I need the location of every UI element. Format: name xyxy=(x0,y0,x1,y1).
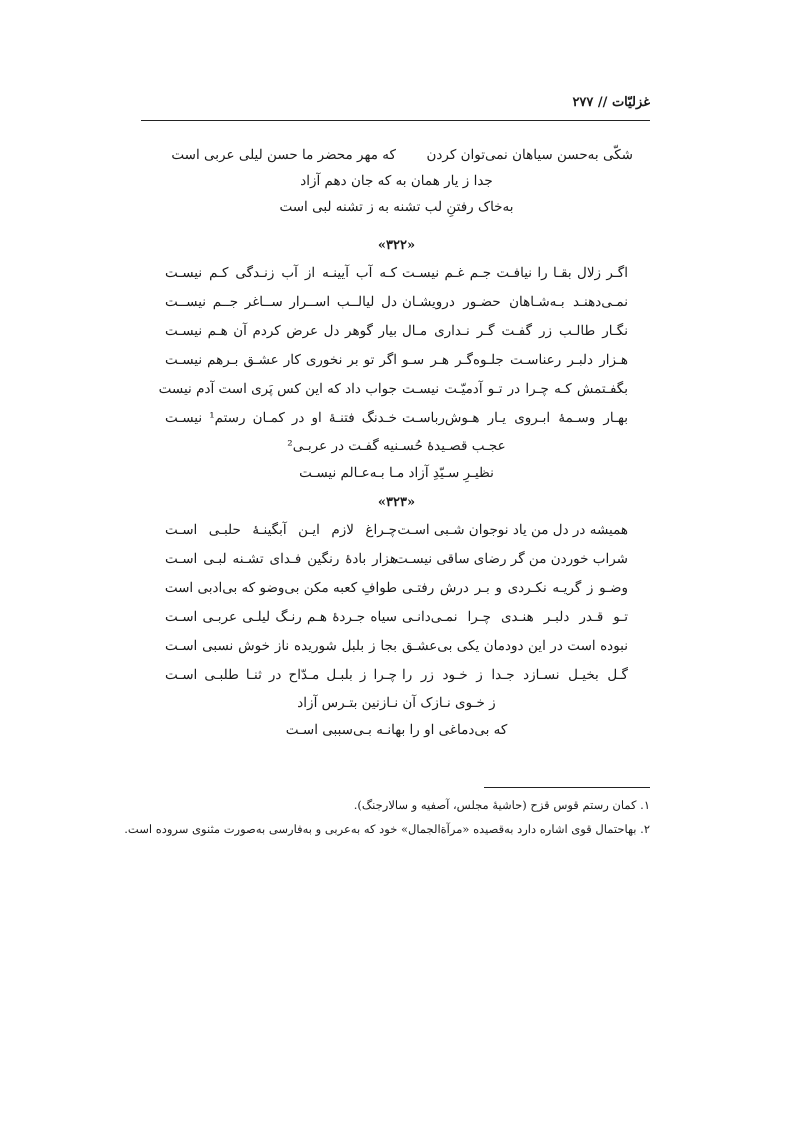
intro-line xyxy=(171,147,633,163)
poem-322-closing-line-1: عجـب قصـیدهٔ حُسـنیه گفـت در عربـی² xyxy=(287,438,506,454)
poem-322-couplet-6-right: بهـار وسـمهٔ ابـروی یـار هـوش‌رباسـت xyxy=(402,410,628,426)
poem-322-couplet-5-right: بگفـتمش کـه چـرا در تـو آدمیّـت نیسـت xyxy=(402,381,628,397)
poem-322-closing-line-2: نظیـرِ سـیّدِ آزاد مـا بـه‌عـالم نیسـت xyxy=(299,465,494,481)
poem-323-couplet-5-left: بجا ز بلبل شوریده ناز خوش نسبی اسـت xyxy=(165,638,397,654)
poem-323-couplet-5-right: نبوده است در این دودمان یکی بی‌عشـق xyxy=(402,638,628,654)
poem-322-couplet-4-right: هـزار دلبـر رعناسـت جلـوه‌گـر هـر سـو xyxy=(402,352,628,368)
poem-323-closing-line-1: ز خـوی نـازک آن نـازنین بتـرس آزاد xyxy=(297,695,496,711)
poem-322-couplet-5-left: جواب داد که این کس پَری است آدم نیست xyxy=(158,381,397,397)
poem-322-couplet-1-right: اگـر زلال بقـا را نیافـت جـم غـم نیسـت xyxy=(402,265,628,281)
poem-323-couplet-6-left: چـرا ز بلبـل مـدّاح در ثنـا طلبـی اسـت xyxy=(165,667,397,683)
poem-323-couplet-1-right: همیشه در دل من یاد نوجوان شـبی اسـت xyxy=(397,522,628,538)
poem-323-couplet-4-right: تـو قـدر دلبـر هنـدی چـرا نمـی‌دانـی xyxy=(402,609,628,625)
poem-323-couplet-2-right: شراب خوردن من گر رضای ساقی نیسـت xyxy=(395,551,628,567)
footnote-rule xyxy=(484,787,650,788)
footnote-2: ۲. بهاحتمال قوی اشاره دارد به‌قصیده «مرآةالجمال» خود که به‌عربی و به‌فارسی به‌صورت مثنوی سروده است. xyxy=(124,822,650,836)
poem-322-couplet-2-right: نمـی‌دهنـد بـه‌شـاهان حضـور درویشـان xyxy=(402,294,628,310)
poem-322-couplet-4-left: اگر تو بر نخوری کار عشـق بـرهم نیسـت xyxy=(165,352,397,368)
intro-closing-line-2: به‌خاک رفتنِ لب تشنه به ز تشنه لبی است xyxy=(279,199,514,215)
poem-323-couplet-2-left: هزار بادهٔ رنگین فـدای تشـنه لبـی اسـت xyxy=(165,551,397,567)
poem-323-couplet-3-left: طوافِ کعبه مکن بی‌وضو که بی‌ادبی است xyxy=(164,580,397,596)
intro-closing-line-1: جدا ز یار همان به که جان دهم آزاد xyxy=(300,173,493,189)
poem-322-couplet-1-left: کـه آب آیینـه از آب زنـدگی کـم نیسـت xyxy=(165,265,397,281)
footnote-1: ۱. کمان رستم قوس قزح (حاشیهٔ مجلس، آصفیه و سالارجنگ). xyxy=(353,798,650,812)
poem-323-couplet-1-left: چـراغ لازم ایـن آبگینـهٔ حلبـی اسـت xyxy=(165,522,397,538)
poem-322-couplet-6-left: خـدنگ فتنـهٔ او در کمـان رستم¹ نیسـت xyxy=(165,410,397,426)
poem-323-couplet-4-left: سیاه جـردهٔ هـم رنـگ لیلـی عربـی اسـت xyxy=(165,609,397,625)
poem-322-couplet-3-right: نگـار طالـب زر گفـت گـر نـداری مـال xyxy=(402,323,628,339)
poem-number-323: «۳۲۳» xyxy=(377,495,416,510)
intro-hemistich-left: که مهر محضر ما حسن لیلی عربی است xyxy=(171,147,396,163)
poem-323-closing-line-2: که بی‌دماغی او را بهانـه بـی‌سببی اسـت xyxy=(285,722,508,738)
poem-322-couplet-3-left: بیار گوهر دل عرض کردم آن هـم نیسـت xyxy=(165,323,397,339)
poem-322-couplet-2-left: دل لیالــب اســرار ســاغر جــم نیســت xyxy=(165,294,397,310)
poem-323-couplet-6-right: گـل بخیـل نسـازد جـدا ز خـود زر را xyxy=(402,667,628,683)
poem-number-322: «۳۲۲» xyxy=(377,238,416,253)
poem-323-couplet-3-right: وضـو ز گریـه نکـردی و بـر درش رفتـی xyxy=(402,580,628,596)
intro-hemistich-right: شکّی به‌حسن سیاهان نمی‌توان کردن xyxy=(426,147,633,163)
running-header: غزلیّات // ۲۷۷ xyxy=(572,95,650,110)
header-rule xyxy=(141,120,650,121)
